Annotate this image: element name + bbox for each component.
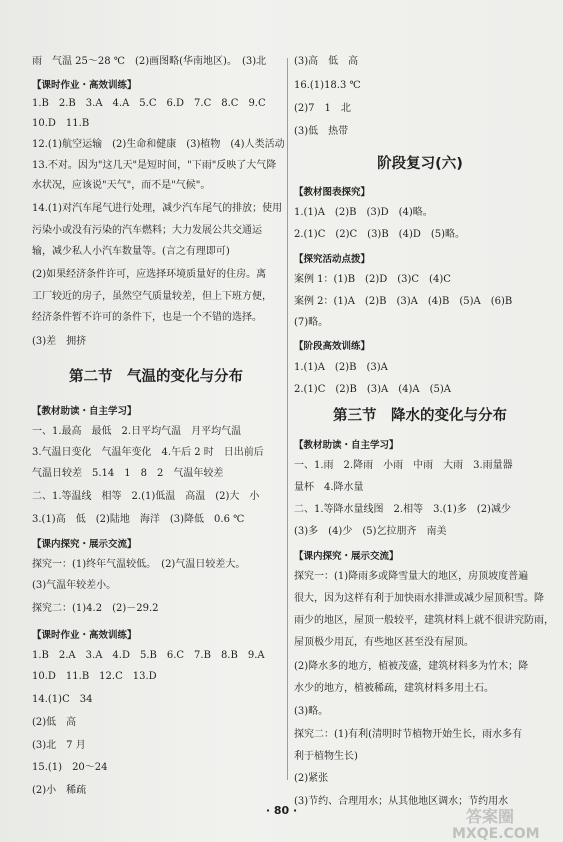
- answer-line: 一、1.最高 最低 2.日平均气温 月平均气温: [32, 426, 242, 437]
- section-tag: 【课内探究・展示交流】: [32, 539, 137, 550]
- section-tag: 【教材助读・自主学习】: [294, 440, 399, 451]
- answer-line: 1.(1)A (2)B (3)D (4)略。: [294, 207, 433, 218]
- answer-line: (2)降水多的地方，植被茂盛，建筑材料多为竹木；降: [294, 661, 529, 672]
- answer-line: 二、1.等温线 相等 2.(1)低温 高温 (2)大 小: [32, 491, 260, 502]
- section-heading: 阶段复习(六): [377, 156, 463, 172]
- answer-line: 14.(1)C 34: [32, 694, 93, 705]
- answer-line: (2)紧张: [294, 773, 329, 784]
- answer-line: 经济条件暂不许可的条件下，也是一个不错的选择。: [32, 312, 262, 323]
- answer-line: (3)高 低 高: [294, 56, 359, 67]
- answer-line: (2)低 高: [32, 717, 77, 728]
- answer-line: (3)略。: [294, 706, 329, 717]
- answer-line: 3.气温日变化 气温年变化 4.午后 2 时 日出前后: [32, 447, 264, 458]
- section-tag: 【教材图表探究】: [294, 187, 371, 198]
- answer-line: 探究二：(1)有利(清明时节植物开始生长，雨水多有: [294, 729, 523, 740]
- answer-line: (3)节约、合理用水；从其他地区调水；节约用水: [294, 796, 509, 807]
- answer-line: (3)差 拥挤: [32, 336, 87, 347]
- answer-line: 探究一：(1)降雨多或降雪量大的地区，房顶坡度普遍: [294, 571, 529, 582]
- answer-line: (3)气温年较差小。: [32, 580, 117, 591]
- answer-line: (3)低 热带: [294, 126, 349, 137]
- answer-line: 1.B 2.A 3.A 4.D 5.B 6.C 7.B 8.B 9.A: [32, 650, 265, 661]
- watermark-brand: 答案圈: [466, 807, 515, 826]
- answer-line: 探究二：(1)4.2 (2)－29.2: [32, 603, 159, 614]
- answer-line: 很大，因为这样有利于加快雨水排泄或减少屋顶积雪。降: [294, 593, 544, 604]
- answer-line: (2)如果经济条件许可，应选择环境质量好的住房。离: [32, 269, 267, 280]
- answer-line: 水状况，应该说"天气"，而不是"气候"。: [32, 180, 211, 191]
- answer-line: 输，减少私人小汽车数量等。(言之有理即可): [32, 246, 230, 257]
- answer-line: 工厂较近的房子，虽然空气质量较差，但上下班方便，: [32, 291, 272, 302]
- answer-line: (2)小 稀疏: [32, 785, 87, 796]
- answer-line: 13.不对。因为"这几天"是短时间，"下雨"反映了大气降: [32, 160, 277, 171]
- answer-line: 3.(1)高 低 (2)陆地 海洋 (3)降低 0.6 ℃: [32, 514, 245, 525]
- answer-line: 水少的地方，植被稀疏，建筑材料多用土石。: [294, 683, 494, 694]
- answer-line: 一、1.雨 2.降雨 小雨 中雨 大雨 3.雨量器: [294, 460, 513, 471]
- section-tag: 【教材助读・自主学习】: [32, 406, 137, 417]
- section-heading: 第二节 气温的变化与分布: [69, 369, 243, 385]
- answer-line: (3)多 (4)少 (5)乞拉朋齐 南美: [294, 526, 447, 537]
- answer-line: 14.(1)对汽车尾气进行处理，减少汽车尾气的排放；使用: [32, 203, 283, 214]
- watermark-logo: [448, 805, 558, 841]
- answer-line: 探究一：(1)终年气温较低。 (2)气温日较差大。: [32, 559, 246, 570]
- answer-line: (7)略。: [294, 317, 329, 328]
- answer-line: 案例 1：(1)B (2)D (3)C (4)C: [294, 274, 451, 285]
- watermark-url: MXQE.COM: [452, 826, 540, 841]
- answer-line: 1.(1)A (2)B (3)A: [294, 362, 388, 373]
- answer-line: 屋顶极少用瓦，有些地区甚至没有屋顶。: [294, 637, 474, 648]
- answer-line: 12.(1)航空运输 (2)生命和健康 (3)植物 (4)人类活动: [32, 139, 285, 150]
- answer-line: 二、1.等降水量线图 2.相等 3.(1)多 (2)减少: [294, 504, 511, 515]
- answer-line: 气温日较差 5.14 1 8 2 气温年较差: [32, 468, 224, 479]
- answer-line: 10.D 11.B 12.C 13.D: [32, 671, 157, 682]
- section-tag: 【探究活动点拨】: [294, 254, 371, 265]
- page-number: · 80 ·: [265, 804, 298, 817]
- answer-line: 污染小或没有污染的汽车燃料；大力发展公共交通运: [32, 225, 262, 236]
- section-tag: 【阶段高效训练】: [294, 341, 371, 352]
- answer-line: (2)7 1 北: [294, 103, 351, 114]
- answer-line: 15.(1) 20～24: [32, 762, 108, 773]
- section-heading: 第三节 降水的变化与分布: [333, 408, 507, 424]
- answer-line: 1.B 2.B 3.A 4.A 5.C 6.D 7.C 8.C 9.C: [32, 98, 266, 109]
- answer-line: 2.(1)C (2)C (3)B (4)D (5)略。: [294, 229, 466, 240]
- answer-line: 量杯 4.降水量: [294, 482, 364, 493]
- section-tag: 【课内探究・展示交流】: [294, 551, 399, 562]
- answer-line: (3)北 7 月: [32, 740, 86, 751]
- answer-line: 雨 气温 25～28 ℃ (2)画图略(华南地区)。 (3)北: [32, 56, 267, 67]
- column-divider: [287, 58, 288, 780]
- section-tag: 【课时作业・高效训练】: [32, 80, 137, 91]
- answer-line: 2.(1)C (2)B (3)A (4)A (5)A: [294, 384, 452, 395]
- section-tag: 【课时作业・高效训练】: [32, 630, 137, 641]
- answer-line: 案例 2：(1)A (2)B (3)A (4)B (5)A (6)B: [294, 296, 513, 307]
- answer-line: 利于植物生长): [294, 751, 358, 762]
- answer-line: 16.(1)18.3 ℃: [294, 80, 361, 91]
- answer-line: 10.D 11.B: [32, 118, 90, 129]
- answer-line: 雨少的地区，屋顶一般较平，建筑材料上就不很讲究防雨，: [294, 615, 554, 626]
